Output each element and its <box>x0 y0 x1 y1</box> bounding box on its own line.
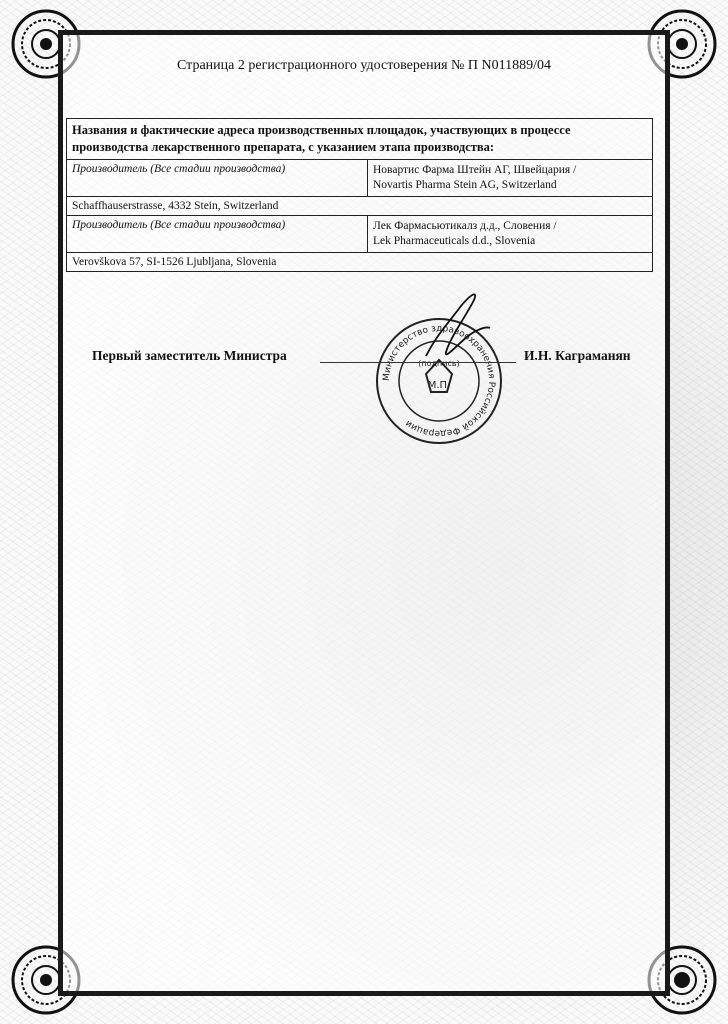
table-row <box>67 253 653 272</box>
table-row <box>67 197 653 216</box>
manufacturer-address: Schaffhauserstrasse, 4332 Stein, Switzerland <box>67 197 653 216</box>
manufacturer-name-en: Lek Pharmaceuticals d.d., Slovenia <box>373 235 536 247</box>
manufacturer-role: Производитель (Все стадии производства) <box>67 160 368 197</box>
table-heading-row <box>67 119 653 160</box>
signature-line <box>320 362 516 363</box>
manufacturer-name-en: Novartis Pharma Stein AG, Switzerland <box>373 179 557 191</box>
table-row <box>67 160 653 197</box>
page-header: Страница 2 регистрационного удостоверения № П N011889/04 <box>177 58 551 73</box>
manufacturer-role: Производитель (Все стадии производства) <box>67 216 368 253</box>
signature-block <box>92 348 652 368</box>
signatory-name: И.Н. Каграманян <box>524 348 631 363</box>
stamp-ring-text: Министерство здравоохранения Российской Федерации <box>381 323 497 439</box>
manufacturer-address: Verovškova 57, SI-1526 Ljubljana, Slovenia <box>67 253 653 272</box>
manufacturer-name-cell <box>368 160 653 197</box>
manufacturer-name-cell <box>368 216 653 253</box>
table-row <box>67 216 653 253</box>
manufacturer-name-ru: Новартис Фарма Штейн АГ, Швейцария / <box>373 164 577 176</box>
signatory-title: Первый заместитель Министра <box>92 348 287 363</box>
manufacturer-name-ru: Лек Фармасьютикалз д.д., Словения / <box>373 220 557 232</box>
table-heading: Названия и фактические адреса производственных площадок, участвующих в процессе производства лекарственного препарата, с указанием этапа производства: <box>67 119 653 160</box>
stamp-seal-label: М.П. <box>427 380 451 391</box>
stamp-sub-label: (подпись) <box>418 359 460 368</box>
manufacturers-table <box>66 118 653 272</box>
